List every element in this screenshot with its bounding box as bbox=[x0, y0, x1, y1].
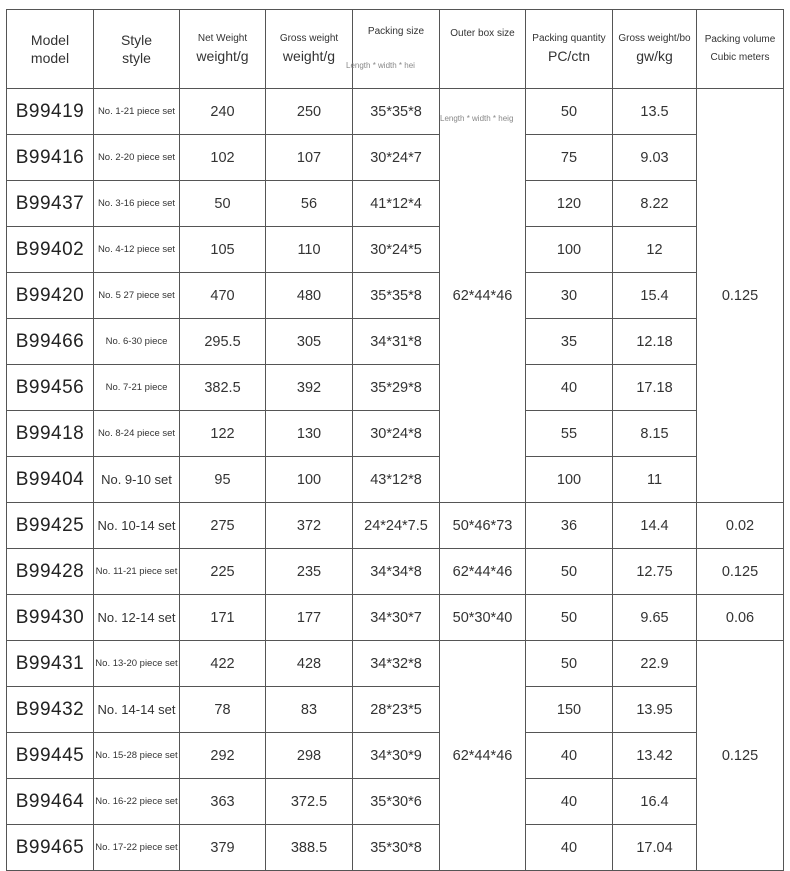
outer-box-size-cell: 62*44*46 bbox=[440, 549, 526, 595]
model-cell: B99416 bbox=[7, 135, 94, 181]
outer-box-size-cell: 62*44*46 bbox=[440, 89, 526, 503]
style-cell: No. 15-28 piece set bbox=[94, 733, 180, 779]
product-spec-table bbox=[6, 9, 784, 871]
model-cell: B99402 bbox=[7, 227, 94, 273]
outer-box-size-cell: 50*46*73 bbox=[440, 503, 526, 549]
gross-weight-box-cell: 16.4 bbox=[613, 779, 697, 825]
gross-weight-box-cell: 12 bbox=[613, 227, 697, 273]
gross-weight-cell: 250 bbox=[266, 89, 353, 135]
header-gross-weight: Gross weight weight/g bbox=[266, 10, 353, 89]
header-packing-size: Packing size Length * width * hei bbox=[353, 10, 440, 89]
net-weight-cell: 382.5 bbox=[180, 365, 266, 411]
model-cell: B99430 bbox=[7, 595, 94, 641]
style-cell: No. 1-21 piece set bbox=[94, 89, 180, 135]
style-cell: No. 10-14 set bbox=[94, 503, 180, 549]
packing-size-cell: 35*29*8 bbox=[353, 365, 440, 411]
gross-weight-cell: 130 bbox=[266, 411, 353, 457]
style-cell: No. 2-20 piece set bbox=[94, 135, 180, 181]
net-weight-cell: 363 bbox=[180, 779, 266, 825]
header-style: Style style bbox=[94, 10, 180, 89]
outer-box-size-note: Length * width * heig bbox=[440, 114, 514, 123]
outer-box-size-cell: 50*30*40 bbox=[440, 595, 526, 641]
packing-size-cell: 30*24*8 bbox=[353, 411, 440, 457]
packing-size-cell: 35*30*8 bbox=[353, 825, 440, 871]
gross-weight-cell: 480 bbox=[266, 273, 353, 319]
model-cell: B99425 bbox=[7, 503, 94, 549]
gross-weight-box-cell: 13.95 bbox=[613, 687, 697, 733]
packing-size-cell: 34*30*7 bbox=[353, 595, 440, 641]
model-cell: B99431 bbox=[7, 641, 94, 687]
gross-weight-box-cell: 13.42 bbox=[613, 733, 697, 779]
model-cell: B99419 bbox=[7, 89, 94, 135]
table-row bbox=[7, 89, 784, 135]
gross-weight-cell: 100 bbox=[266, 457, 353, 503]
packing-size-cell: 28*23*5 bbox=[353, 687, 440, 733]
packing-quantity-cell: 100 bbox=[526, 227, 613, 273]
header-row bbox=[7, 10, 784, 89]
gross-weight-box-cell: 11 bbox=[613, 457, 697, 503]
net-weight-cell: 95 bbox=[180, 457, 266, 503]
gross-weight-box-cell: 22.9 bbox=[613, 641, 697, 687]
table-row bbox=[7, 135, 784, 181]
packing-quantity-cell: 40 bbox=[526, 365, 613, 411]
packing-quantity-cell: 150 bbox=[526, 687, 613, 733]
style-cell: No. 3-16 piece set bbox=[94, 181, 180, 227]
gross-weight-cell: 372 bbox=[266, 503, 353, 549]
model-cell: B99445 bbox=[7, 733, 94, 779]
net-weight-cell: 295.5 bbox=[180, 319, 266, 365]
net-weight-cell: 50 bbox=[180, 181, 266, 227]
packing-volume-cell: 0.125 bbox=[697, 89, 784, 503]
style-cell: No. 13-20 piece set bbox=[94, 641, 180, 687]
packing-size-note: Length * width * hei bbox=[346, 61, 415, 70]
gross-weight-box-cell: 8.15 bbox=[613, 411, 697, 457]
table-row bbox=[7, 273, 784, 319]
header-packing-volume: Packing volume Cubic meters bbox=[697, 10, 784, 89]
model-cell: B99456 bbox=[7, 365, 94, 411]
table-row bbox=[7, 457, 784, 503]
table-row bbox=[7, 181, 784, 227]
table-row bbox=[7, 779, 784, 825]
style-cell: No. 6-30 piece bbox=[94, 319, 180, 365]
net-weight-cell: 102 bbox=[180, 135, 266, 181]
gross-weight-box-cell: 9.65 bbox=[613, 595, 697, 641]
net-weight-cell: 171 bbox=[180, 595, 266, 641]
table-row bbox=[7, 227, 784, 273]
gross-weight-box-cell: 12.18 bbox=[613, 319, 697, 365]
table-row bbox=[7, 549, 784, 595]
table-row bbox=[7, 365, 784, 411]
packing-size-cell: 34*34*8 bbox=[353, 549, 440, 595]
net-weight-cell: 122 bbox=[180, 411, 266, 457]
header-model: Model model bbox=[7, 10, 94, 89]
style-cell: No. 17-22 piece set bbox=[94, 825, 180, 871]
packing-volume-cell: 0.06 bbox=[697, 595, 784, 641]
table-row bbox=[7, 687, 784, 733]
gross-weight-box-cell: 15.4 bbox=[613, 273, 697, 319]
gross-weight-box-cell: 9.03 bbox=[613, 135, 697, 181]
packing-quantity-cell: 50 bbox=[526, 89, 613, 135]
table-row bbox=[7, 595, 784, 641]
model-cell: B99464 bbox=[7, 779, 94, 825]
table-row bbox=[7, 733, 784, 779]
packing-size-cell: 41*12*4 bbox=[353, 181, 440, 227]
net-weight-cell: 78 bbox=[180, 687, 266, 733]
packing-volume-cell: 0.125 bbox=[697, 641, 784, 871]
net-weight-cell: 292 bbox=[180, 733, 266, 779]
net-weight-cell: 225 bbox=[180, 549, 266, 595]
gross-weight-cell: 235 bbox=[266, 549, 353, 595]
model-cell: B99465 bbox=[7, 825, 94, 871]
table-row bbox=[7, 825, 784, 871]
packing-quantity-cell: 30 bbox=[526, 273, 613, 319]
style-cell: No. 14-14 set bbox=[94, 687, 180, 733]
gross-weight-cell: 388.5 bbox=[266, 825, 353, 871]
header-net-weight: Net Weight weight/g bbox=[180, 10, 266, 89]
packing-size-cell: 30*24*7 bbox=[353, 135, 440, 181]
packing-quantity-cell: 40 bbox=[526, 733, 613, 779]
style-cell: No. 4-12 piece set bbox=[94, 227, 180, 273]
style-cell: No. 7-21 piece bbox=[94, 365, 180, 411]
packing-size-cell: 43*12*8 bbox=[353, 457, 440, 503]
packing-size-cell: 34*30*9 bbox=[353, 733, 440, 779]
style-cell: No. 9-10 set bbox=[94, 457, 180, 503]
style-cell: No. 12-14 set bbox=[94, 595, 180, 641]
packing-quantity-cell: 50 bbox=[526, 549, 613, 595]
style-cell: No. 8-24 piece set bbox=[94, 411, 180, 457]
packing-quantity-cell: 40 bbox=[526, 779, 613, 825]
model-cell: B99404 bbox=[7, 457, 94, 503]
table-row bbox=[7, 641, 784, 687]
packing-quantity-cell: 50 bbox=[526, 595, 613, 641]
table-row bbox=[7, 319, 784, 365]
gross-weight-cell: 305 bbox=[266, 319, 353, 365]
gross-weight-cell: 428 bbox=[266, 641, 353, 687]
gross-weight-cell: 372.5 bbox=[266, 779, 353, 825]
gross-weight-cell: 107 bbox=[266, 135, 353, 181]
packing-quantity-cell: 36 bbox=[526, 503, 613, 549]
model-cell: B99466 bbox=[7, 319, 94, 365]
gross-weight-box-cell: 17.04 bbox=[613, 825, 697, 871]
packing-size-cell: 24*24*7.5 bbox=[353, 503, 440, 549]
model-cell: B99418 bbox=[7, 411, 94, 457]
net-weight-cell: 275 bbox=[180, 503, 266, 549]
gross-weight-cell: 110 bbox=[266, 227, 353, 273]
packing-quantity-cell: 100 bbox=[526, 457, 613, 503]
header-gross-weight-box: Gross weight/bo gw/kg bbox=[613, 10, 697, 89]
model-cell: B99437 bbox=[7, 181, 94, 227]
packing-quantity-cell: 40 bbox=[526, 825, 613, 871]
style-cell: No. 16-22 piece set bbox=[94, 779, 180, 825]
packing-volume-cell: 0.02 bbox=[697, 503, 784, 549]
packing-size-cell: 34*32*8 bbox=[353, 641, 440, 687]
net-weight-cell: 379 bbox=[180, 825, 266, 871]
net-weight-cell: 470 bbox=[180, 273, 266, 319]
table-row bbox=[7, 411, 784, 457]
packing-quantity-cell: 50 bbox=[526, 641, 613, 687]
packing-size-cell: 35*35*8 bbox=[353, 273, 440, 319]
net-weight-cell: 240 bbox=[180, 89, 266, 135]
gross-weight-box-cell: 12.75 bbox=[613, 549, 697, 595]
style-cell: No. 5 27 piece set bbox=[94, 273, 180, 319]
packing-size-cell: 34*31*8 bbox=[353, 319, 440, 365]
net-weight-cell: 105 bbox=[180, 227, 266, 273]
gross-weight-box-cell: 13.5 bbox=[613, 89, 697, 135]
packing-quantity-cell: 55 bbox=[526, 411, 613, 457]
gross-weight-cell: 56 bbox=[266, 181, 353, 227]
packing-quantity-cell: 35 bbox=[526, 319, 613, 365]
model-cell: B99420 bbox=[7, 273, 94, 319]
gross-weight-cell: 83 bbox=[266, 687, 353, 733]
header-packing-quantity: Packing quantity PC/ctn bbox=[526, 10, 613, 89]
net-weight-cell: 422 bbox=[180, 641, 266, 687]
header-outer-box-size: Outer box size bbox=[440, 10, 526, 89]
gross-weight-box-cell: 14.4 bbox=[613, 503, 697, 549]
packing-size-cell: 30*24*5 bbox=[353, 227, 440, 273]
gross-weight-cell: 392 bbox=[266, 365, 353, 411]
gross-weight-cell: 298 bbox=[266, 733, 353, 779]
outer-box-size-cell: 62*44*46 bbox=[440, 641, 526, 871]
packing-size-cell: 35*30*6 bbox=[353, 779, 440, 825]
packing-size-cell: 35*35*8 bbox=[353, 89, 440, 135]
model-cell: B99428 bbox=[7, 549, 94, 595]
model-cell: B99432 bbox=[7, 687, 94, 733]
packing-quantity-cell: 75 bbox=[526, 135, 613, 181]
gross-weight-box-cell: 8.22 bbox=[613, 181, 697, 227]
style-cell: No. 11-21 piece set bbox=[94, 549, 180, 595]
gross-weight-cell: 177 bbox=[266, 595, 353, 641]
table-row bbox=[7, 503, 784, 549]
packing-quantity-cell: 120 bbox=[526, 181, 613, 227]
gross-weight-box-cell: 17.18 bbox=[613, 365, 697, 411]
packing-volume-cell: 0.125 bbox=[697, 549, 784, 595]
